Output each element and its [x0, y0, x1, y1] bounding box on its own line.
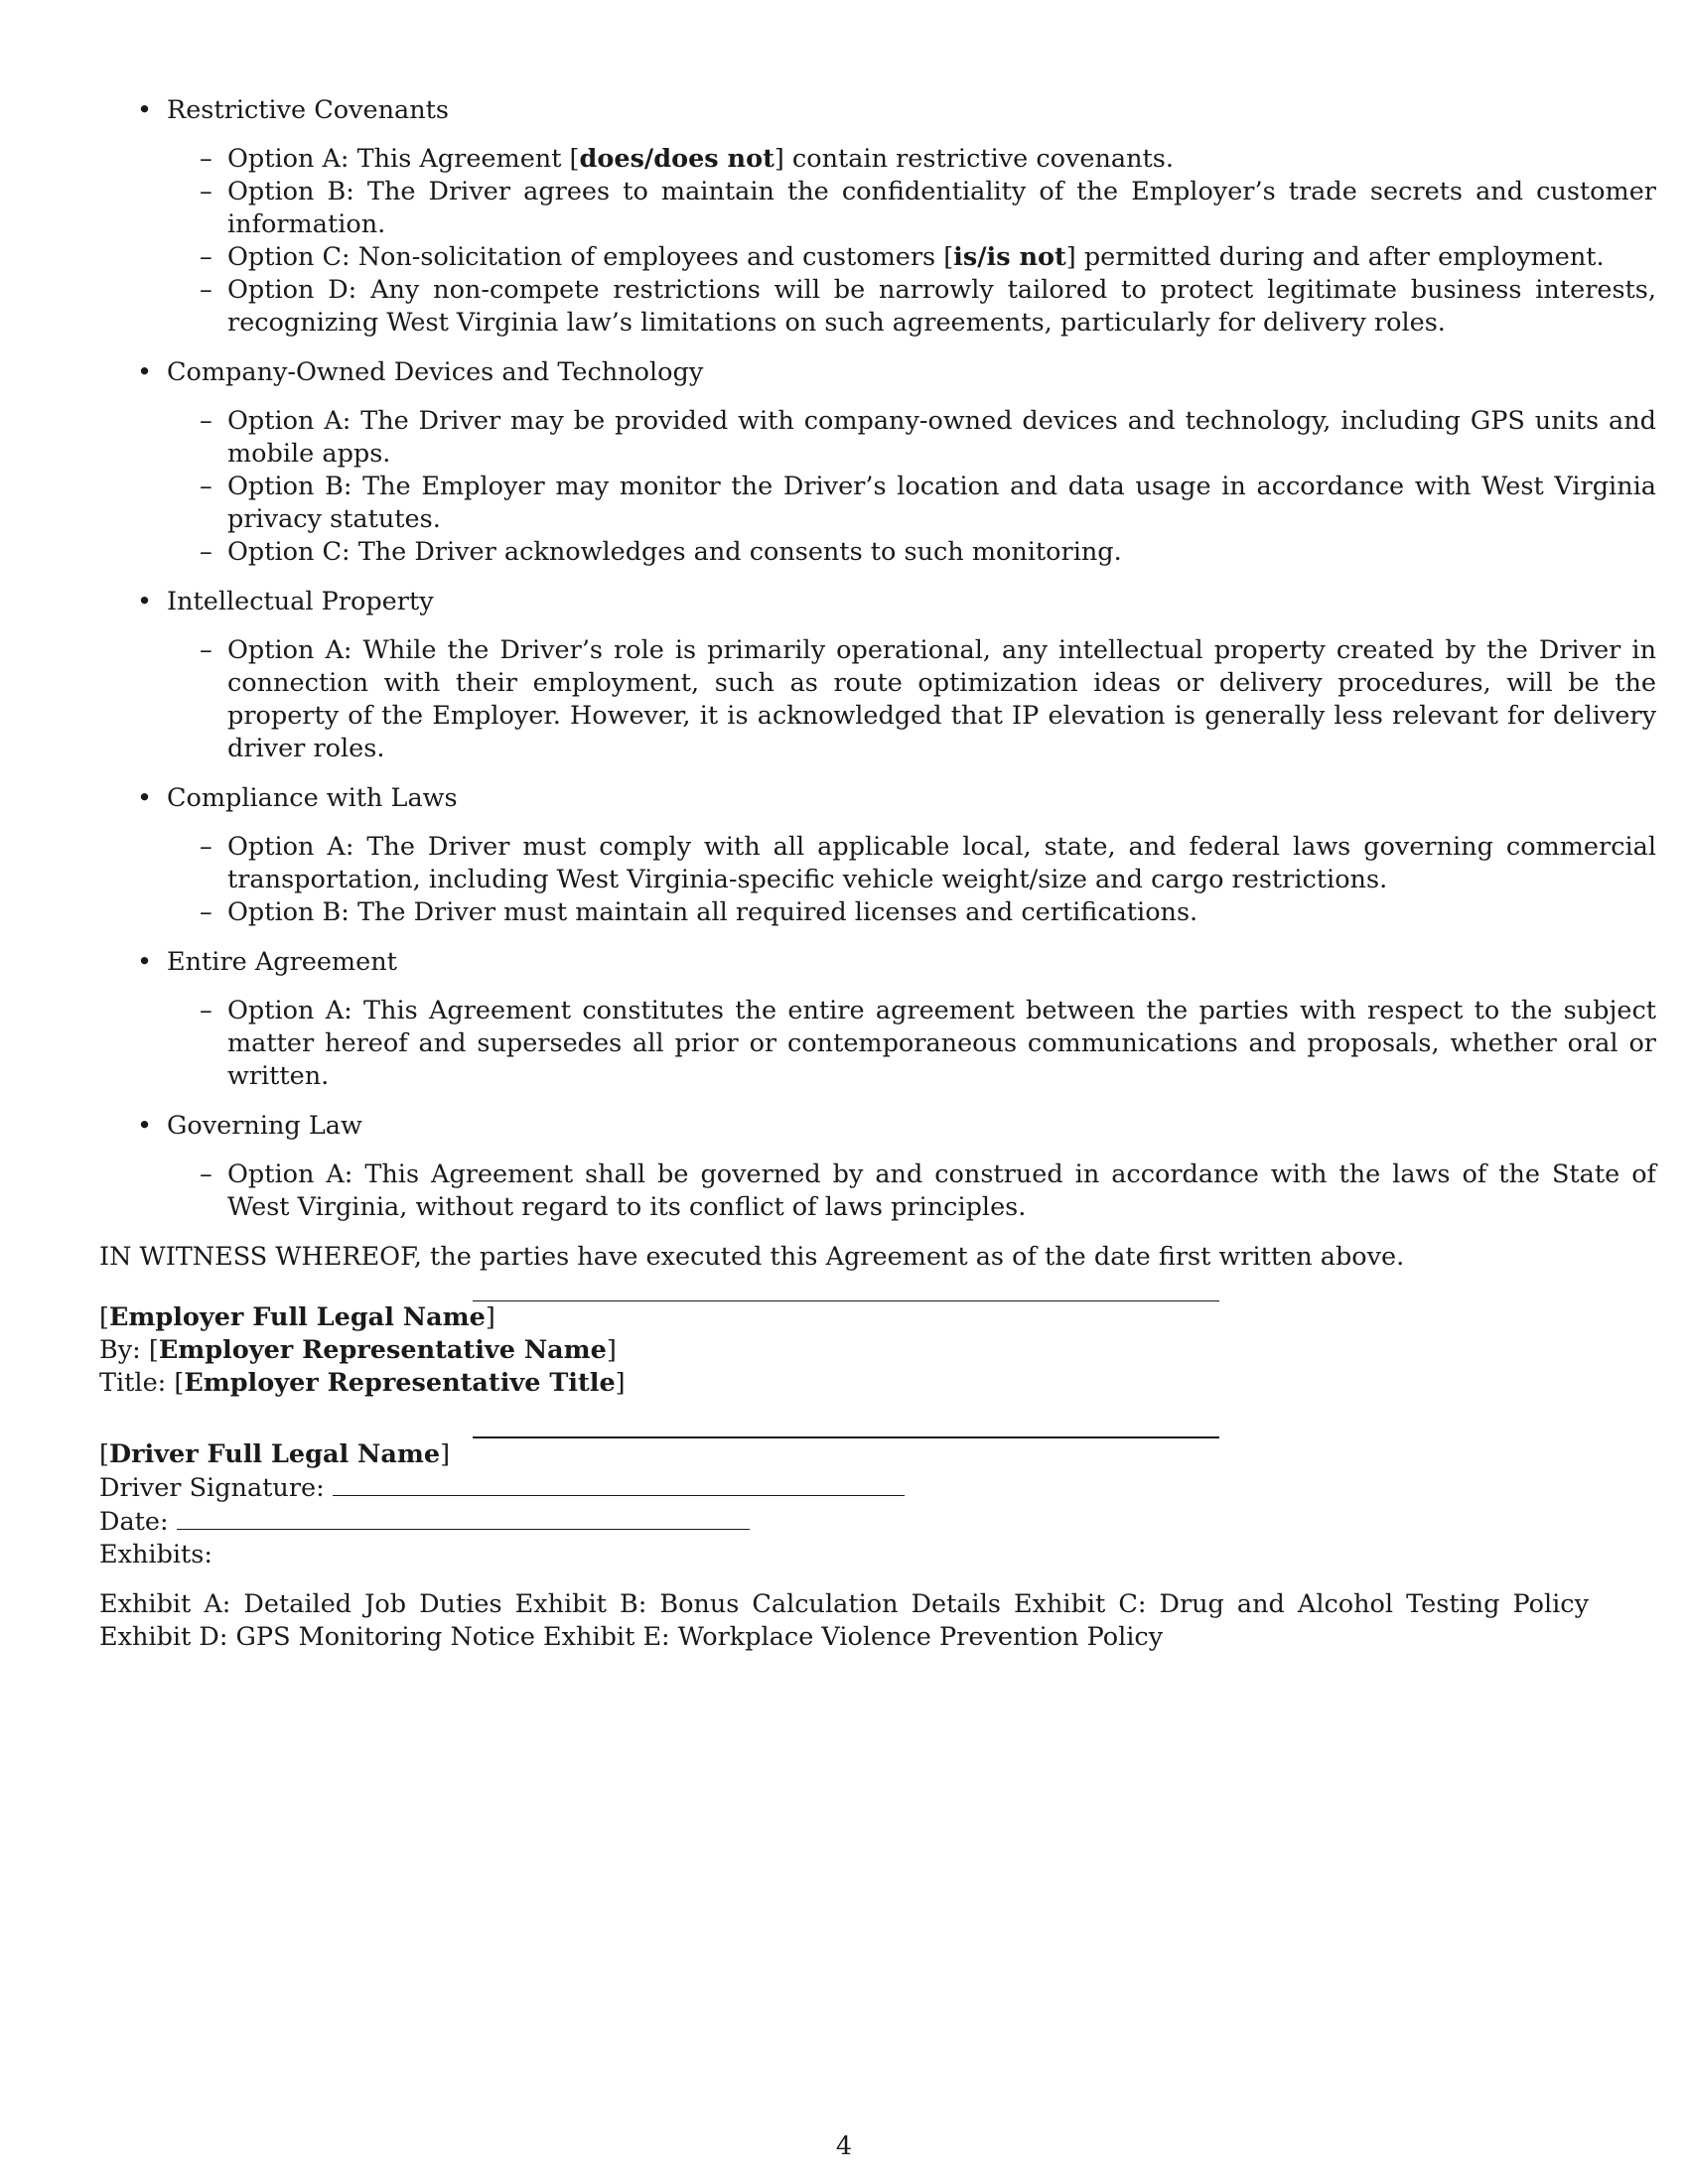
option-text: Option C: The Driver acknowledges and consents to such monitoring.: [227, 537, 1122, 567]
section-item: [99, 94, 1656, 340]
employer-name: [Employer Full Legal Name]: [99, 1302, 495, 1332]
option-item: [167, 995, 1656, 1093]
by-label: By:: [99, 1335, 141, 1365]
option-text: Option A: This Agreement [: [227, 144, 580, 174]
section-item: [99, 356, 1656, 569]
option-list: [167, 634, 1656, 765]
driver-name-placeholder: Driver Full Legal Name: [108, 1439, 441, 1469]
date-label: Date:: [99, 1507, 169, 1537]
option-text: Option B: The Driver agrees to maintain the confidentiality of the Employer’s trade secrets and customer information.: [227, 177, 1656, 239]
option-item: [167, 471, 1656, 536]
title-label: Title:: [99, 1368, 167, 1398]
option-text: Option B: The Driver must maintain all required licenses and certifications.: [227, 897, 1198, 927]
driver-signature-block: [99, 1438, 1589, 1571]
driver-signature-label: Driver Signature:: [99, 1473, 325, 1503]
option-list: [167, 143, 1656, 340]
option-text: Option A: This Agreement constitutes the entire agreement between the parties with respect to the subject matter hereof and supersedes all prior or contemporaneous communications and proposals, whether oral or written.: [227, 996, 1656, 1091]
exhibits-list: Exhibit A: Detailed Job Duties Exhibit B: Bonus Calculation Details Exhibit C: Drug and Alcohol Testing Policy Exhibit D: GPS Monitoring Notice Exhibit E: Workplace Violence Prevention Policy: [99, 1589, 1589, 1652]
option-item: [167, 831, 1656, 896]
employer-name-placeholder: Employer Full Legal Name: [108, 1302, 486, 1332]
section-title: • Governing Law: [167, 1111, 362, 1141]
option-list: [167, 1159, 1656, 1224]
section-title: • Compliance with Laws: [167, 783, 458, 813]
option-text: Option A: While the Driver’s role is primarily operational, any intellectual property created by the Driver in connection with their employment, such as route optimization ideas or delivery procedures, will be the property of the Employer. However, it is acknowledged that IP elevation is generally less relevant for delivery driver roles.: [227, 635, 1656, 763]
option-item: [167, 536, 1656, 569]
option-text: Option A: The Driver may be provided with company-owned devices and technology, including GPS units and mobile apps.: [227, 406, 1656, 469]
option-placeholder: does/does not: [579, 144, 774, 174]
exhibits-heading: Exhibits:: [99, 1540, 212, 1570]
driver-date: [99, 1505, 1589, 1539]
option-item: [167, 143, 1656, 176]
driver-signature: [99, 1471, 1589, 1505]
option-text-end: ] contain restrictive covenants.: [774, 144, 1174, 174]
option-placeholder: is/is not: [953, 242, 1066, 272]
option-text: Option D: Any non-compete restrictions will be narrowly tailored to protect legitimate business interests, recognizing West Virginia law’s limitations on such agreements, particularly for delivery roles.: [227, 275, 1656, 338]
date-field[interactable]: [177, 1505, 750, 1530]
option-item: [167, 405, 1656, 471]
section-title: • Restrictive Covenants: [167, 95, 449, 125]
page-number: 4: [835, 2131, 853, 2161]
employer-signature-block: [99, 1301, 1589, 1400]
employer-by: By: [Employer Representative Name]: [99, 1335, 617, 1365]
option-text: Option C: Non-solicitation of employees and customers [: [227, 242, 954, 272]
employer-rep-title-placeholder: Employer Representative Title: [184, 1368, 616, 1398]
option-item: [167, 634, 1656, 765]
section-title: • Intellectual Property: [167, 587, 434, 616]
option-item: [167, 176, 1656, 241]
option-list: [167, 831, 1656, 929]
section-title: • Entire Agreement: [167, 947, 397, 977]
employer-title: Title: [Employer Representative Title]: [99, 1368, 626, 1398]
document-page: [99, 94, 1656, 1654]
option-item: [167, 896, 1656, 929]
option-text: Option B: The Employer may monitor the Driver’s location and data usage in accordance with West Virginia privacy statutes.: [227, 472, 1656, 534]
section-title: • Company-Owned Devices and Technology: [167, 357, 704, 387]
driver-signature-field[interactable]: [333, 1471, 905, 1496]
option-text: Option A: This Agreement shall be governed by and construed in accordance with the laws of the State of West Virginia, without regard to its conflict of laws principles.: [227, 1160, 1656, 1222]
option-text: Option A: The Driver must comply with all applicable local, state, and federal laws governing commercial transportation, including West Virginia-specific vehicle weight/size and cargo restrictions.: [227, 832, 1656, 894]
section-item: [99, 782, 1656, 929]
option-item: [167, 1159, 1656, 1224]
section-item: [99, 586, 1656, 765]
option-text-end: ] permitted during and after employment.: [1065, 242, 1605, 272]
option-item: [167, 241, 1656, 274]
section-list: [99, 94, 1656, 1224]
driver-name: [Driver Full Legal Name]: [99, 1439, 451, 1469]
section-item: [99, 1110, 1656, 1224]
option-list: [167, 995, 1656, 1093]
option-list: [167, 405, 1656, 569]
employer-rep-name-placeholder: Employer Representative Name: [158, 1335, 607, 1365]
section-item: [99, 946, 1656, 1093]
option-item: [167, 274, 1656, 340]
witness-statement: IN WITNESS WHEREOF, the parties have executed this Agreement as of the date first written above.: [99, 1242, 1405, 1272]
